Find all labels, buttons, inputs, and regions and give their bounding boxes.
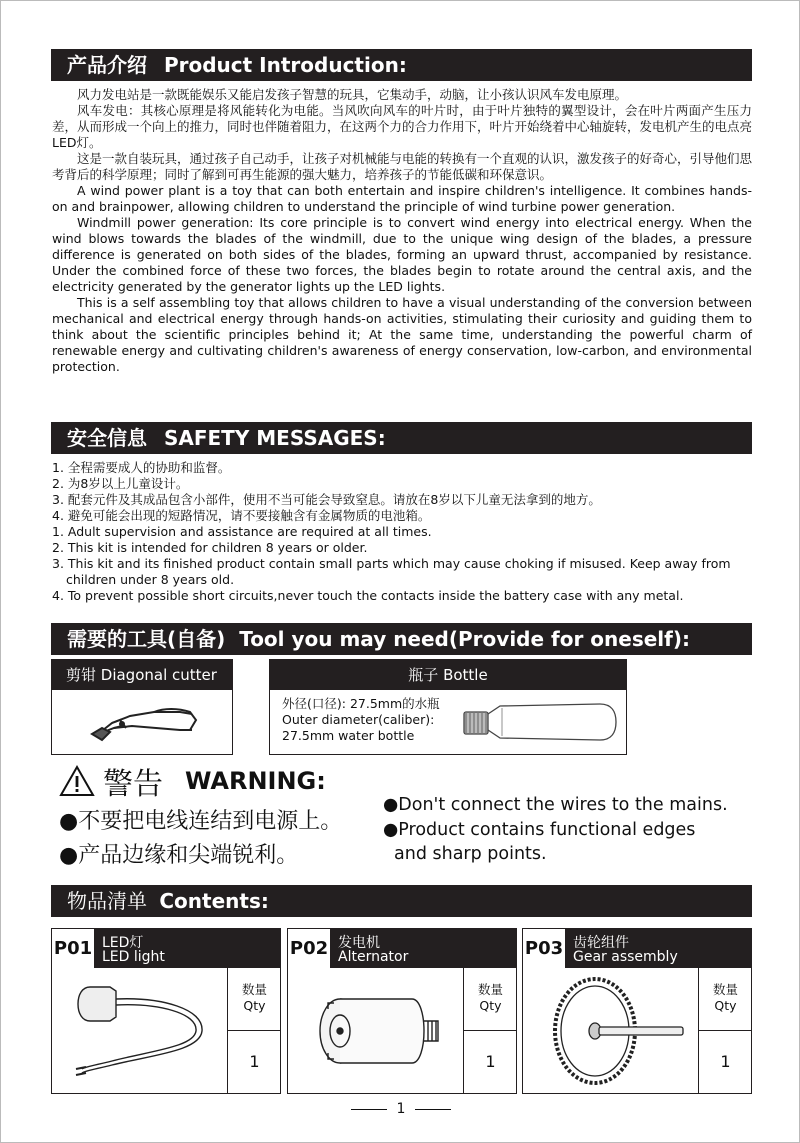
bottle-line: Outer diameter(caliber): (282, 712, 435, 727)
qty-label-en: Qty (243, 998, 266, 1013)
safety-title-en: SAFETY MESSAGES: (163, 426, 386, 450)
qty-label (228, 968, 281, 1031)
warning-zh-line: ●不要把电线连结到电源上。 (59, 809, 343, 834)
safety-item: 2. This kit is intended for children 8 years or older. (52, 540, 368, 555)
intro-para-en-2: Windmill power generation: Its core principle is to convert wind energy into electrical energy. When the wind blows towards the blades of the windmill, due to the unique wing design of the blades, a pressure difference is generated on both sides of the blades, forming an upward thrust, accompanied by resistance. Under the combined force of these two forces, the blades begin to rotate around the central axis, and the electricity generated by the generator lights up the LED lights. (52, 215, 752, 294)
intro-banner (51, 49, 752, 81)
warning-title-en: WARNING: (185, 767, 326, 795)
safety-item: 1. Adult supervision and assistance are required at all times. (52, 524, 432, 539)
safety-item: 3. 配套元件及其成品包含小部件，使用不当可能会导致窒息。请放在8岁以下儿童无法拿到的地方。 (52, 492, 601, 507)
diagonal-cutter-icon (52, 690, 232, 754)
item-qty-cell (227, 968, 281, 1094)
intro-para-en-3: This is a self assembling toy that allows children to have a visual understanding of the conversion between mechanical and electrical energy through hands-on activities, stimulating their curiosity and guiding them to think about the scientific principles behind it; At the same time, understanding the powerful charm of renewable energy and cultivating children's awareness of energy conservation, low-carbon, and environmental protection. (52, 295, 752, 374)
safety-item: 2. 为8岁以上儿童设计。 (52, 476, 189, 491)
qty-label-en: Qty (479, 998, 502, 1013)
page-rule-right (415, 1109, 451, 1110)
warning-zh-line: ●产品边缘和尖端锐利。 (59, 843, 299, 868)
item-image (523, 969, 698, 1094)
intro-para-zh-1: 风力发电站是一款既能娱乐又能启发孩子智慧的玩具，它集动手，动脑，让小孩认识风车发电原理。 (77, 87, 628, 102)
intro-para-zh-3: 这是一款自装玩具，通过孩子自己动手，让孩子对机械能与电能的转换有一个直观的认识，激发孩子的好奇心，引导他们思考背后的科学原理；同时了解到可再生能源的强大魅力，培养孩子的节能低碳和环保意识。 (52, 151, 753, 182)
item-code: P02 (288, 929, 331, 968)
contents-title-zh: 物品清单 (67, 889, 147, 913)
intro-text (52, 87, 752, 375)
page-number-value: 1 (396, 1101, 406, 1117)
contents-banner (51, 885, 752, 917)
safety-title-zh: 安全信息 (67, 426, 147, 450)
gear-assembly-icon (523, 969, 698, 1094)
intro-para-zh-2: 风车发电：其核心原理是将风能转化为电能。当风吹向风车的叶片时，由于叶片独特的翼型设计，会在叶片两面产生压力差，从而形成一个向上的推力，同时也伴随着阻力，在这两个力的合力作用下，叶片开始绕着中心轴旋转，发电机产生的电点亮LED灯。 (52, 103, 753, 150)
page-rule-left (351, 1109, 387, 1110)
warning-en-line: ●Don't connect the wires to the mains. (383, 795, 728, 815)
bottle-line: 27.5mm water bottle (282, 728, 415, 743)
bottle-line: 外径(口径): 27.5mm的水瓶 (282, 696, 440, 711)
safety-item: 1. 全程需要成人的协助和监督。 (52, 460, 231, 475)
intro-title-en: Product Introduction: (163, 53, 407, 77)
warning-title-zh: 警告 (103, 767, 163, 802)
qty-label (699, 968, 752, 1031)
item-name-zh: 发电机 (338, 935, 380, 951)
intro-title-zh: 产品介绍 (67, 53, 147, 77)
safety-item: 3. This kit and its finished product contain small parts which may cause choking if misused. Keep away from children under 8 years old. (52, 556, 731, 587)
tools-title: 需要的工具(自备) Tool you may need(Provide for oneself): (67, 627, 690, 651)
qty-label (464, 968, 517, 1031)
safety-item: 4. To prevent possible short circuits,never touch the contacts inside the battery case with any metal. (52, 588, 684, 603)
item-qty-cell (698, 968, 752, 1094)
bottle-label: 瓶子 Bottle (270, 660, 626, 690)
qty-label-zh: 数量 (712, 982, 738, 997)
warning-en-line: ●Product contains functional edges (383, 820, 696, 840)
warning-en-line: and sharp points. (394, 844, 547, 864)
item-header (523, 929, 751, 968)
cutter-box (51, 659, 233, 755)
item-name-en: Gear assembly (573, 949, 678, 965)
contents-item-p02 (287, 928, 517, 1094)
alternator-icon (288, 969, 463, 1094)
item-name-zh: 齿轮组件 (573, 935, 629, 951)
safety-banner (51, 422, 752, 454)
led-light-icon (52, 969, 227, 1094)
qty-label-zh: 数量 (477, 982, 503, 997)
tools-banner (51, 623, 752, 655)
item-name-en: Alternator (338, 949, 409, 965)
bottle-box (269, 659, 627, 755)
item-code: P03 (523, 929, 566, 968)
safety-item: 4. 避免可能会出现的短路情况，请不要接触含有金属物质的电池箱。 (52, 508, 431, 523)
intro-para-en-1: A wind power plant is a toy that can both entertain and inspire children's intelligence. It combines hands-on and brainpower, allowing children to understand the principle of wind turbine power generation. (52, 183, 752, 214)
safety-list (52, 460, 752, 604)
item-name-en: LED light (102, 949, 165, 965)
warning-title (59, 761, 326, 801)
bottle-description (282, 696, 440, 744)
warning-triangle-icon (59, 764, 95, 798)
qty-label-zh: 数量 (241, 982, 267, 997)
qty-label-en: Qty (714, 998, 737, 1013)
qty-value: 1 (720, 1052, 731, 1071)
bottle-icon (460, 694, 620, 750)
item-header (288, 929, 516, 968)
item-qty-cell (463, 968, 517, 1094)
page-number (1, 1101, 800, 1117)
contents-item-p03 (522, 928, 752, 1094)
qty-value: 1 (249, 1052, 260, 1071)
qty-value: 1 (485, 1052, 496, 1071)
contents-item-p01 (51, 928, 281, 1094)
item-name-zh: LED灯 (102, 935, 144, 951)
item-image (288, 969, 463, 1094)
item-image (52, 969, 227, 1094)
item-header (52, 929, 280, 968)
cutter-label: 剪钳 Diagonal cutter (52, 660, 232, 690)
item-code: P01 (52, 929, 95, 968)
contents-title-en: Contents: (159, 889, 269, 913)
